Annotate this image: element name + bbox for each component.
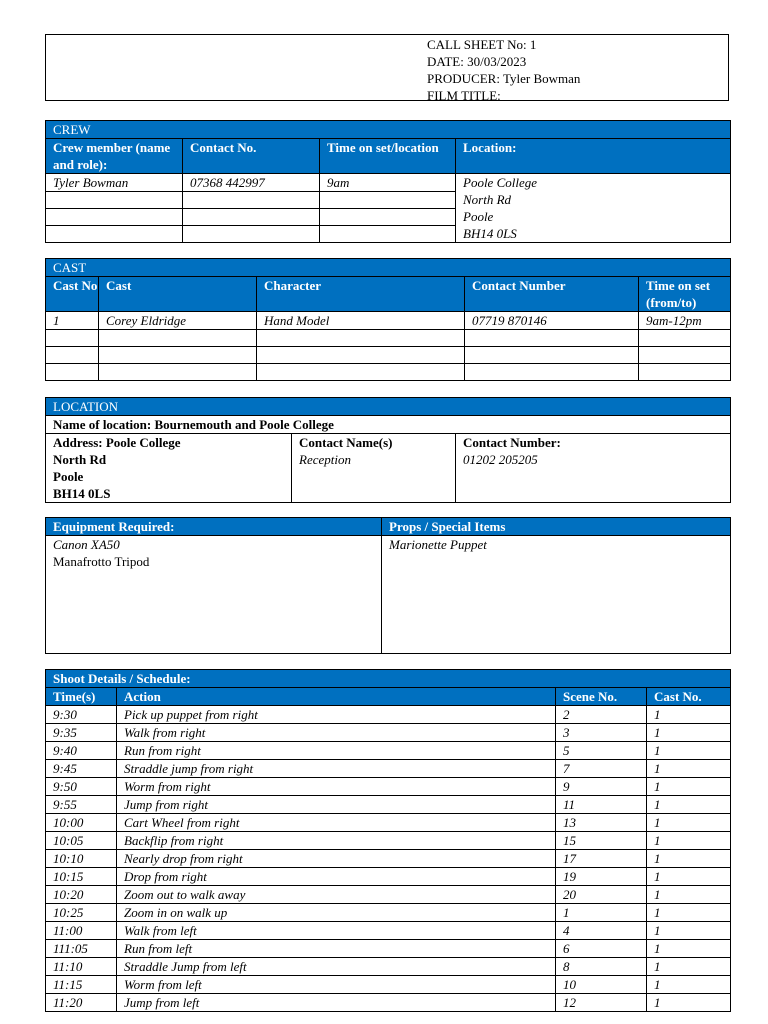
schedule-time: 10:20: [46, 886, 117, 904]
cast-number: 1: [46, 312, 99, 330]
empty-cell: [46, 347, 99, 364]
props-title: Props / Special Items: [382, 518, 731, 536]
schedule-row: [46, 850, 731, 868]
crew-time: 9am: [320, 174, 456, 192]
empty-cell: [320, 192, 456, 209]
empty-cell: [257, 347, 465, 364]
cast-contact: 07719 870146: [465, 312, 639, 330]
crew-title: CREW: [46, 121, 731, 139]
schedule-cast: 1: [647, 778, 731, 796]
schedule-header-action: Action: [117, 688, 556, 706]
schedule-row: [46, 778, 731, 796]
schedule-action: Walk from left: [117, 922, 556, 940]
equipment-title: Equipment Required:: [46, 518, 382, 536]
schedule-cast: 1: [647, 706, 731, 724]
schedule-row: [46, 886, 731, 904]
schedule-time: 11:10: [46, 958, 117, 976]
schedule-time: 111:05: [46, 940, 117, 958]
schedule-scene: 19: [556, 868, 647, 886]
schedule-header-cast: Cast No.: [647, 688, 731, 706]
address-line: Poole: [53, 469, 84, 484]
schedule-action: Jump from left: [117, 994, 556, 1012]
schedule-header-scene: Scene No.: [556, 688, 647, 706]
contact-name-label: Contact Name(s): [299, 435, 393, 450]
schedule-row: [46, 994, 731, 1012]
schedule-time: 9:35: [46, 724, 117, 742]
crew-location-line: Poole: [463, 209, 494, 224]
schedule-scene: 4: [556, 922, 647, 940]
schedule-action: Zoom out to walk away: [117, 886, 556, 904]
schedule-row: [46, 760, 731, 778]
call-sheet-number: CALL SHEET No: 1: [427, 37, 537, 52]
schedule-action: Worm from left: [117, 976, 556, 994]
schedule-time: 10:10: [46, 850, 117, 868]
schedule-header-time: Time(s): [46, 688, 117, 706]
schedule-row: [46, 868, 731, 886]
location-address: [46, 434, 292, 503]
empty-cell: [46, 364, 99, 381]
empty-cell: [46, 330, 99, 347]
location-contact-name-cell: [292, 434, 456, 503]
equipment-item: Manafrotto Tripod: [53, 554, 150, 569]
schedule-cast: 1: [647, 976, 731, 994]
contact-number: 01202 205205: [463, 452, 538, 467]
schedule-cast: 1: [647, 724, 731, 742]
cast-header-contact: Contact Number: [465, 277, 639, 312]
cast-table: [45, 258, 731, 381]
schedule-cast: 1: [647, 904, 731, 922]
cast-header-time: Time on set (from/to): [639, 277, 731, 312]
schedule-action: Backflip from right: [117, 832, 556, 850]
crew-location-line: Poole College: [463, 175, 538, 190]
crew-header-location: Location:: [456, 139, 731, 174]
schedule-scene: 17: [556, 850, 647, 868]
schedule-action: Run from right: [117, 742, 556, 760]
cast-time: 9am-12pm: [639, 312, 731, 330]
empty-cell: [183, 192, 320, 209]
cast-header-number: Cast No: [46, 277, 99, 312]
schedule-time: 9:50: [46, 778, 117, 796]
empty-cell: [257, 364, 465, 381]
schedule-time: 9:45: [46, 760, 117, 778]
schedule-cast: 1: [647, 742, 731, 760]
header-details: [427, 36, 580, 104]
crew-table: [45, 120, 731, 243]
schedule-cast: 1: [647, 922, 731, 940]
schedule-scene: 8: [556, 958, 647, 976]
schedule-action: Zoom in on walk up: [117, 904, 556, 922]
empty-cell: [639, 330, 731, 347]
address-line: North Rd: [53, 452, 107, 467]
schedule-time: 11:00: [46, 922, 117, 940]
cast-header-character: Character: [257, 277, 465, 312]
crew-member: Tyler Bowman: [46, 174, 183, 192]
call-sheet-date: DATE: 30/03/2023: [427, 54, 527, 69]
schedule-row: [46, 922, 731, 940]
film-title: FILM TITLE:: [427, 88, 501, 103]
crew-location-line: BH14 0LS: [463, 226, 517, 241]
location-name: Name of location: Bournemouth and Poole College: [46, 416, 731, 434]
schedule-cast: 1: [647, 940, 731, 958]
empty-cell: [46, 192, 183, 209]
schedule-action: Walk from right: [117, 724, 556, 742]
equipment-table: [45, 517, 731, 654]
schedule-cast: 1: [647, 850, 731, 868]
schedule-time: 10:25: [46, 904, 117, 922]
crew-header-time: Time on set/location: [320, 139, 456, 174]
schedule-cast: 1: [647, 760, 731, 778]
schedule-scene: 7: [556, 760, 647, 778]
schedule-cast: 1: [647, 958, 731, 976]
schedule-scene: 3: [556, 724, 647, 742]
schedule-row: [46, 940, 731, 958]
schedule-time: 10:15: [46, 868, 117, 886]
props-list: [382, 536, 731, 654]
empty-cell: [320, 226, 456, 243]
schedule-action: Run from left: [117, 940, 556, 958]
schedule-time: 11:15: [46, 976, 117, 994]
schedule-scene: 9: [556, 778, 647, 796]
schedule-time: 9:30: [46, 706, 117, 724]
empty-cell: [46, 209, 183, 226]
schedule-action: Straddle jump from right: [117, 760, 556, 778]
crew-header-contact: Contact No.: [183, 139, 320, 174]
schedule-row: [46, 832, 731, 850]
schedule-row: [46, 976, 731, 994]
crew-header-member: Crew member (name and role):: [46, 139, 183, 174]
crew-location: [456, 174, 731, 243]
schedule-cast: 1: [647, 796, 731, 814]
schedule-time: 9:40: [46, 742, 117, 760]
props-item: Marionette Puppet: [389, 537, 487, 552]
cast-header-cast: Cast: [99, 277, 257, 312]
schedule-row: [46, 742, 731, 760]
contact-name: Reception: [299, 452, 351, 467]
schedule-time: 9:55: [46, 796, 117, 814]
schedule-time: 10:00: [46, 814, 117, 832]
schedule-time: 10:05: [46, 832, 117, 850]
schedule-scene: 1: [556, 904, 647, 922]
producer: PRODUCER: Tyler Bowman: [427, 71, 581, 86]
schedule-scene: 15: [556, 832, 647, 850]
location-title: LOCATION: [46, 398, 731, 416]
crew-contact: 07368 442997: [183, 174, 320, 192]
schedule-scene: 6: [556, 940, 647, 958]
empty-cell: [99, 364, 257, 381]
cast-character: Hand Model: [257, 312, 465, 330]
contact-number-label: Contact Number:: [463, 435, 561, 450]
schedule-scene: 12: [556, 994, 647, 1012]
location-table: [45, 397, 731, 503]
schedule-cast: 1: [647, 832, 731, 850]
schedule-cast: 1: [647, 994, 731, 1012]
crew-location-line: North Rd: [463, 192, 512, 207]
schedule-scene: 13: [556, 814, 647, 832]
empty-cell: [46, 226, 183, 243]
empty-cell: [465, 347, 639, 364]
empty-cell: [257, 330, 465, 347]
schedule-row: [46, 904, 731, 922]
location-contact-number-cell: [456, 434, 731, 503]
empty-cell: [320, 209, 456, 226]
equipment-item: Canon XA50: [53, 537, 120, 552]
schedule-action: Drop from right: [117, 868, 556, 886]
schedule-scene: 20: [556, 886, 647, 904]
schedule-action: Jump from right: [117, 796, 556, 814]
schedule-scene: 2: [556, 706, 647, 724]
schedule-row: [46, 724, 731, 742]
schedule-scene: 10: [556, 976, 647, 994]
schedule-cast: 1: [647, 814, 731, 832]
schedule-action: Pick up puppet from right: [117, 706, 556, 724]
schedule-time: 11:20: [46, 994, 117, 1012]
schedule-row: [46, 796, 731, 814]
schedule-table: [45, 669, 731, 1012]
schedule-action: Straddle Jump from left: [117, 958, 556, 976]
schedule-row: [46, 958, 731, 976]
address-line: BH14 0LS: [53, 486, 111, 501]
schedule-cast: 1: [647, 886, 731, 904]
schedule-row: [46, 706, 731, 724]
schedule-action: Cart Wheel from right: [117, 814, 556, 832]
empty-cell: [639, 347, 731, 364]
schedule-action: Worm from right: [117, 778, 556, 796]
schedule-rows: [46, 706, 731, 1012]
schedule-scene: 5: [556, 742, 647, 760]
address-line: Address: Poole College: [53, 435, 181, 450]
empty-cell: [465, 330, 639, 347]
schedule-action: Nearly drop from right: [117, 850, 556, 868]
call-sheet-header: [45, 34, 729, 101]
empty-cell: [99, 330, 257, 347]
empty-cell: [639, 364, 731, 381]
schedule-scene: 11: [556, 796, 647, 814]
schedule-cast: 1: [647, 868, 731, 886]
empty-cell: [183, 209, 320, 226]
cast-name: Corey Eldridge: [99, 312, 257, 330]
schedule-row: [46, 814, 731, 832]
cast-title: CAST: [46, 259, 731, 277]
empty-cell: [183, 226, 320, 243]
equipment-list: [46, 536, 382, 654]
empty-cell: [99, 347, 257, 364]
empty-cell: [465, 364, 639, 381]
schedule-title: Shoot Details / Schedule:: [46, 670, 731, 688]
